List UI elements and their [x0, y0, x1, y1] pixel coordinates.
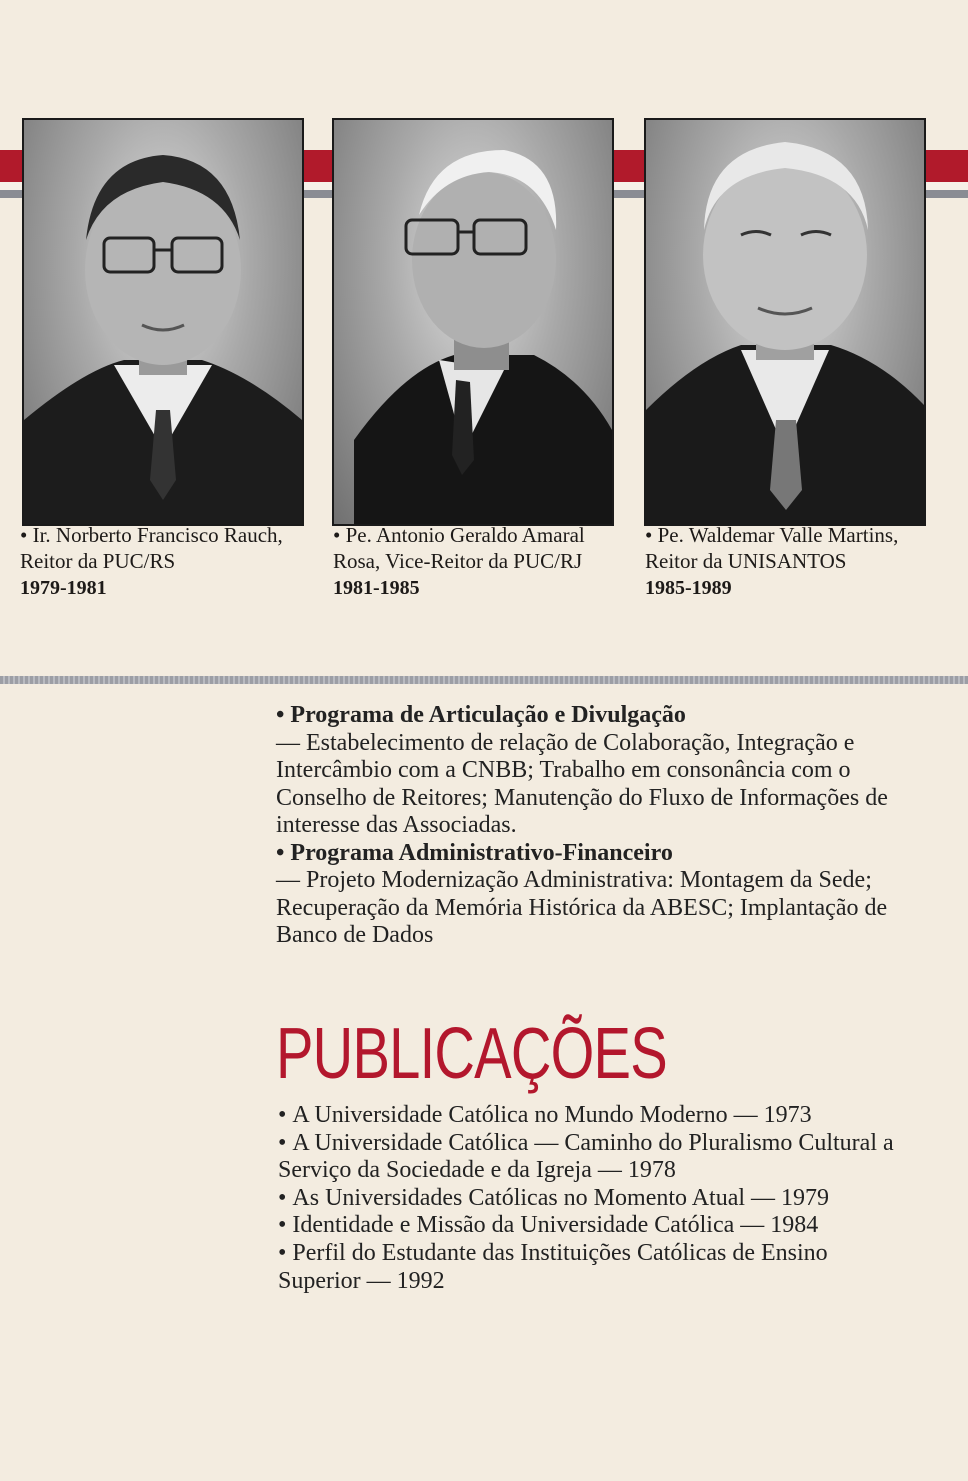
- program-body: — Estabelecimento de relação de Colaboração, Integração e Intercâmbio com a CNBB; Trabalho em consonância com o Conselho de Reitores; Manutenção do Fluxo de Informações de interesse das Associadas.: [276, 729, 888, 838]
- portrait-caption-2: [333, 522, 613, 601]
- caption-years: 1981-1985: [333, 577, 420, 599]
- program-body: — Projeto Modernização Administrativa: Montagem da Sede; Recuperação da Memória Histórica da ABESC; Implantação de Banco de Dados: [276, 867, 888, 948]
- program-item: [276, 840, 916, 950]
- caption-name: • Pe. Waldemar Valle Martins, Reitor da UNISANTOS: [645, 523, 898, 573]
- portrait-caption-3: [645, 522, 925, 601]
- publication-item: • A Universidade Católica — Caminho do Pluralismo Cultural a Serviço da Sociedade e da Igreja — 1978: [278, 1130, 898, 1185]
- publications-list: [278, 1102, 898, 1295]
- caption-years: 1985-1989: [645, 577, 732, 599]
- program-heading: • Programa de Articulação e Divulgação: [276, 702, 686, 728]
- section-divider: [0, 676, 968, 684]
- publications-title: PUBLICAÇÕES: [276, 1014, 667, 1094]
- publication-item: • Identidade e Missão da Universidade Católica — 1984: [278, 1212, 898, 1240]
- portrait-figure-2: [334, 120, 612, 524]
- portrait-figure-1: [24, 120, 302, 524]
- publication-item: • As Universidades Católicas no Momento Atual — 1979: [278, 1185, 898, 1213]
- publication-item: • Perfil do Estudante das Instituições Católicas de Ensino Superior — 1992: [278, 1240, 898, 1295]
- portrait-caption-1: [20, 522, 300, 601]
- program-heading: • Programa Administrativo-Financeiro: [276, 840, 673, 866]
- portrait-photo-2: [332, 118, 614, 526]
- programs-section: [276, 702, 916, 950]
- caption-years: 1979-1981: [20, 577, 107, 599]
- bullet-icon: [645, 523, 658, 547]
- program-item: [276, 702, 916, 840]
- caption-name: • Ir. Norberto Francisco Rauch, Reitor da PUC/RS: [20, 523, 283, 573]
- publication-item: • A Universidade Católica no Mundo Moderno — 1973: [278, 1102, 898, 1130]
- bullet-icon: [20, 523, 33, 547]
- portrait-figure-3: [646, 120, 924, 524]
- bullet-icon: [333, 523, 346, 547]
- portrait-photo-3: [644, 118, 926, 526]
- portrait-photo-1: [22, 118, 304, 526]
- caption-name: • Pe. Antonio Geraldo Amaral Rosa, Vice-Reitor da PUC/RJ: [333, 523, 585, 573]
